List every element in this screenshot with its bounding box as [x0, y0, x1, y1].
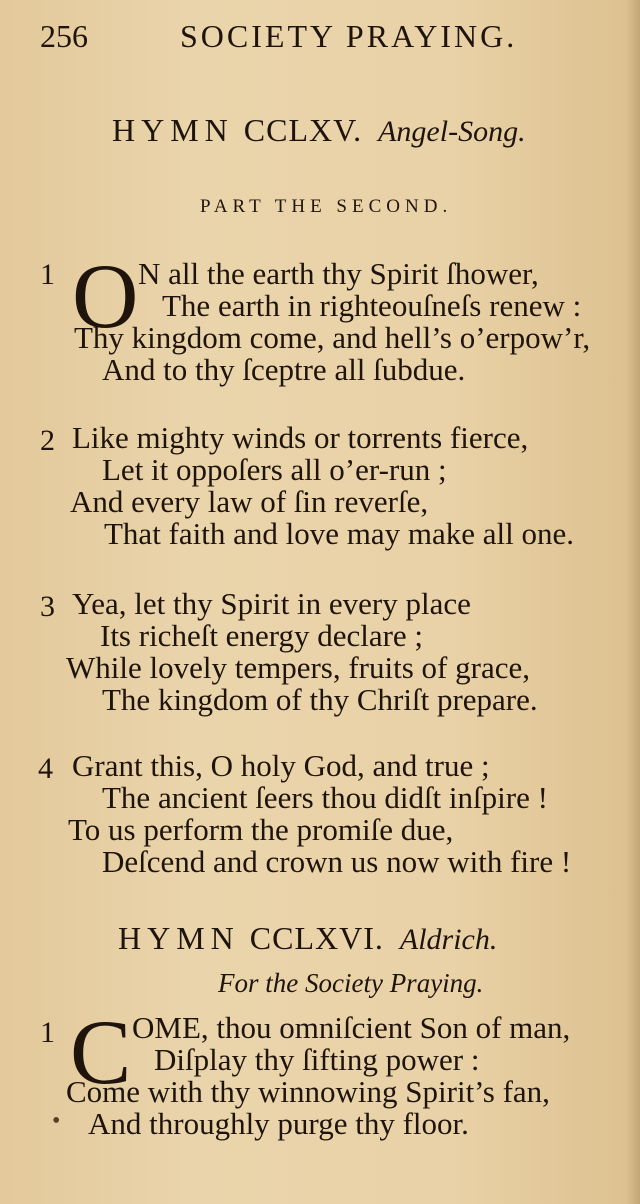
hymn-number: CCLXVI.: [249, 920, 384, 956]
verse-line: Like mighty winds or torrents fierce,: [72, 420, 529, 455]
verse-line: N all the earth thy Spirit ſhower,: [138, 256, 539, 291]
verse-line: Thy kingdom come, and hell’s o’erpow’r,: [74, 320, 591, 355]
verse-line: Come with thy winnowing Spirit’s fan,: [66, 1074, 550, 1109]
page-edge-shadow: [626, 0, 640, 1204]
verse-line: While lovely tempers, fruits of grace,: [66, 650, 530, 685]
verse-line: The kingdom of thy Chriſt prepare.: [102, 682, 538, 717]
drop-cap: C: [70, 1001, 132, 1103]
tune-name: Angel-Song.: [378, 115, 526, 148]
verse-line: OME, thou omniſcient Son of man,: [132, 1010, 571, 1045]
marginal-mark: •: [52, 1108, 61, 1134]
verse-line: And throughly purge thy floor.: [88, 1106, 469, 1141]
verse-line: To us perform the promiſe due,: [68, 812, 454, 847]
verse-line: And every law of ſin reverſe,: [70, 484, 429, 519]
verse-line: Its richeſt energy declare ;: [100, 618, 424, 653]
stanza-number: 3: [40, 590, 55, 623]
verse-line: Grant this, O holy God, and true ;: [72, 748, 490, 783]
stanza-number: 2: [40, 424, 55, 457]
stanza-number: 1: [40, 258, 55, 291]
verse-line: That faith and love may make all one.: [104, 516, 574, 551]
stanza-number: 1: [40, 1016, 55, 1049]
verse-line: The ancient ſeers thou didſt inſpire !: [102, 780, 548, 815]
tune-name: Aldrich.: [399, 923, 498, 956]
hymn-label: HYMN: [112, 112, 234, 148]
running-title: SOCIETY PRAYING.: [180, 18, 518, 54]
part-heading: PART THE SECOND.: [200, 196, 453, 217]
verse-line: Diſplay thy ſifting power :: [154, 1042, 480, 1077]
verse-line: Deſcend and crown us now with fire !: [102, 844, 572, 879]
verse-line: The earth in righteouſneſs renew :: [162, 288, 582, 323]
hymn-subtitle: For the Society Praying.: [218, 968, 484, 998]
hymn-heading: [112, 112, 526, 149]
hymn-label: HYMN: [118, 920, 240, 956]
stanza-number: 4: [38, 752, 53, 785]
verse-line: Yea, let thy Spirit in every place: [72, 586, 471, 621]
hymn-number: CCLXV.: [243, 112, 363, 148]
verse-line: And to thy ſceptre all ſubdue.: [102, 352, 466, 387]
drop-cap: O: [72, 245, 139, 347]
hymn-heading: [118, 920, 497, 957]
verse-line: Let it oppoſers all o’er-run ;: [102, 452, 447, 487]
page-number: 256: [40, 18, 88, 54]
